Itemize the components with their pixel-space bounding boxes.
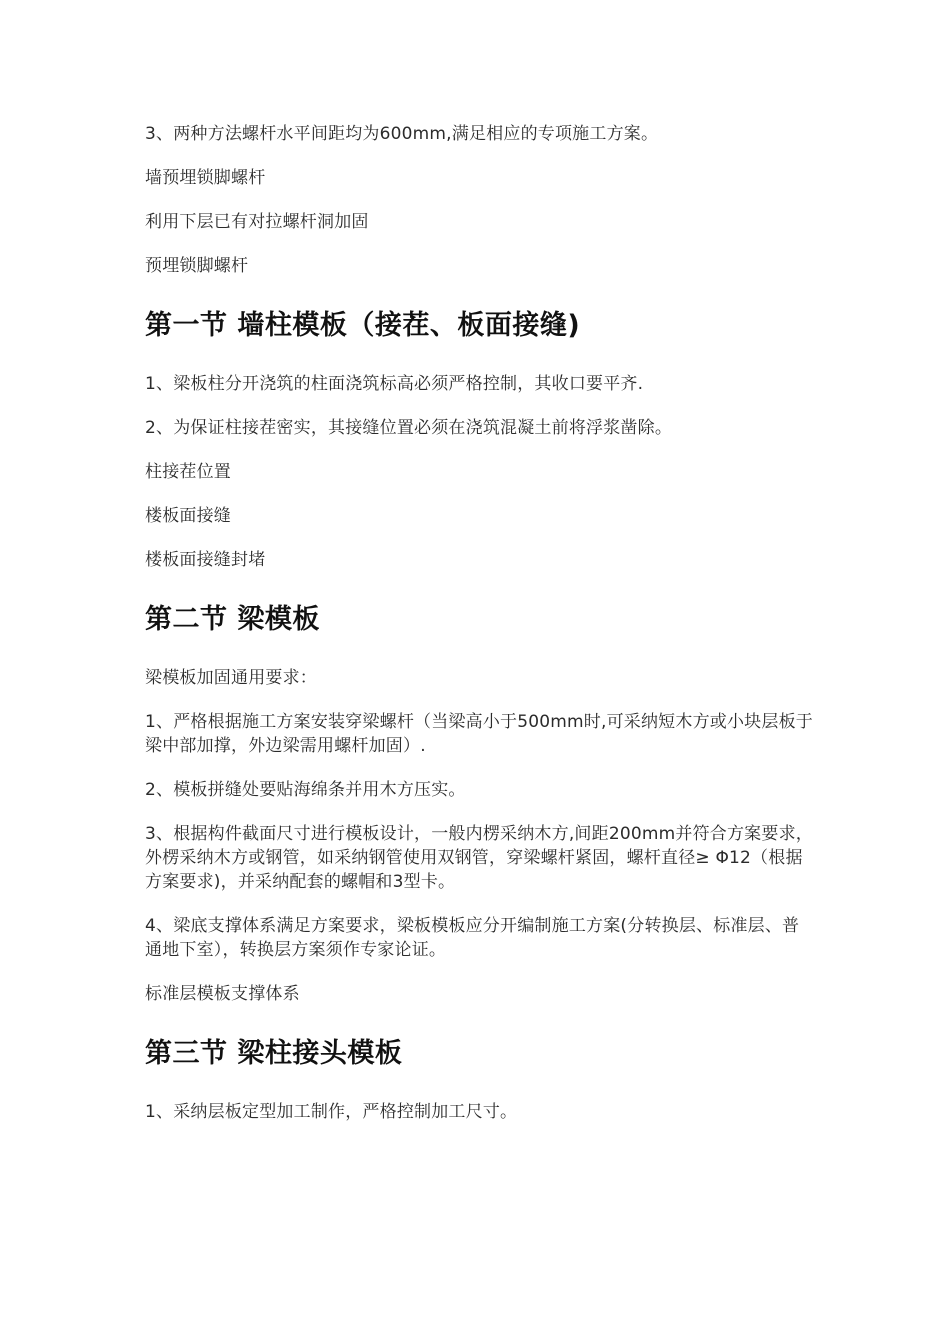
- caption-column-joint-position: 柱接茬位置: [145, 462, 231, 482]
- section-heading-1: 第一节 墙柱模板（接茬、板面接缝): [145, 310, 581, 341]
- paragraph-beam-item-1: 1、严格根据施工方案安装穿梁螺杆（当梁高小于500mm时,可采纳短木方或小块层板于梁中部加撑，外边梁需用螺杆加固）.: [145, 712, 813, 756]
- paragraph-bolt-spacing: 3、两种方法螺杆水平间距均为600mm,满足相应的专项施工方案。: [145, 124, 659, 144]
- paragraph-beam-general: 梁模板加固通用要求：: [145, 668, 317, 688]
- caption-slab-joint: 楼板面接缝: [145, 506, 231, 526]
- paragraph-joint-item-1: 1、采纳层板定型加工制作，严格控制加工尺寸。: [145, 1102, 518, 1122]
- caption-standard-floor-support: 标准层模板支撑体系: [145, 984, 300, 1004]
- caption-slab-joint-sealing: 楼板面接缝封堵: [145, 550, 266, 570]
- caption-existing-hole-reinforcement: 利用下层已有对拉螺杆洞加固: [145, 212, 369, 232]
- paragraph-column-elevation: 1、梁板柱分开浇筑的柱面浇筑标高必须严格控制，其收口要平齐.: [145, 374, 644, 394]
- caption-wall-embedded-bolt: 墙预埋锁脚螺杆: [145, 168, 266, 188]
- section-heading-3: 第三节 梁柱接头模板: [145, 1038, 403, 1069]
- section-heading-2: 第二节 梁模板: [145, 604, 320, 635]
- caption-embedded-bolt: 预埋锁脚螺杆: [145, 256, 249, 276]
- paragraph-beam-item-3: 3、根据构件截面尺寸进行模板设计，一般内楞采纳木方,间距200mm并符合方案要求，外楞采纳木方或钢管，如采纳钢管使用双钢管，穿梁螺杆紧固，螺杆直径≥ Φ12（根据方案要求)，并采纳配套的螺帽和3型卡。: [145, 824, 813, 892]
- document-body: [145, 122, 815, 1144]
- paragraph-beam-item-4: 4、梁底支撑体系满足方案要求，梁板模板应分开编制施工方案(分转换层、标准层、普通地下室），转换层方案须作专家论证。: [145, 916, 800, 960]
- paragraph-beam-item-2: 2、模板拼缝处要贴海绵条并用木方压实。: [145, 780, 466, 800]
- paragraph-column-joint: 2、为保证柱接茬密实，其接缝位置必须在浇筑混凝土前将浮浆凿除。: [145, 418, 673, 438]
